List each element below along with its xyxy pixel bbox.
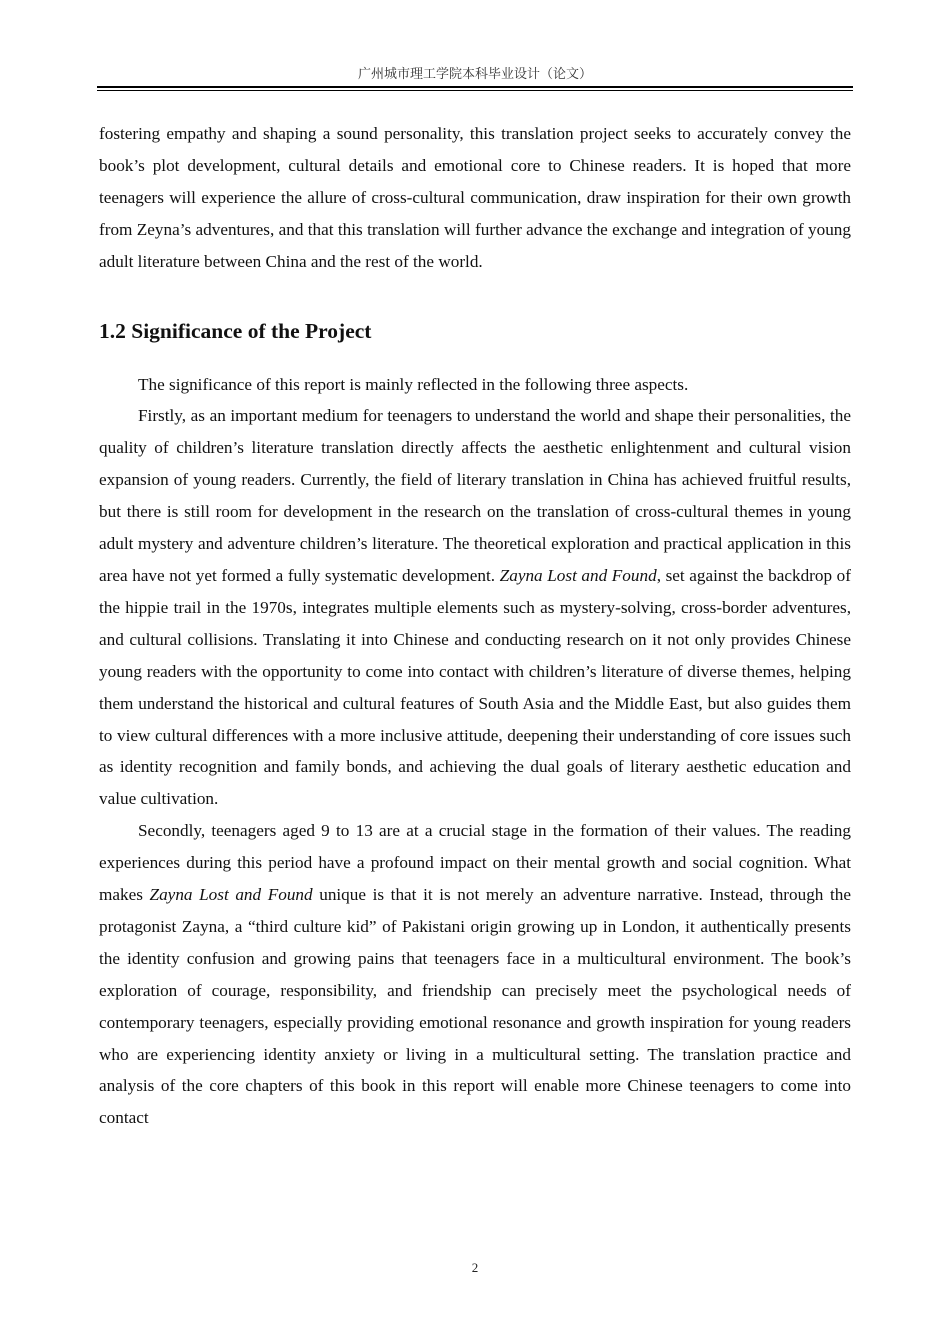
second-point-text-a: Secondly, teenagers aged 9 to 13 are at a crucial stage in the formation of their values. The reading experiences during this period have a profound impact on their mental growth and social cognition. What makes [99, 821, 851, 905]
second-point-paragraph [99, 815, 851, 1134]
first-point-paragraph [99, 400, 851, 815]
second-point-text-b: unique is that it is not merely an adventure narrative. Instead, through the protagonist Zayna, a “third culture kid” of Pakistani origin growing up in London, it authentically presents the identity confusion and growing pains that teenagers face in a multicultural environment. The book’s exploration of courage, responsibility, and friendship can precisely meet the psychological needs of contemporary teenagers, especially providing emotional resonance and growth inspiration for young readers who are experiencing identity anxiety or living in a multicultural setting. The translation practice and analysis of the core chapters of this book in this report will enable more Chinese teenagers to come into contact [99, 885, 851, 1128]
header-rule-thin [97, 90, 853, 91]
page-content [99, 118, 851, 1134]
header-rule [97, 86, 853, 88]
running-header: 广州城市理工学院本科毕业设计（论文） [357, 67, 592, 82]
book-title: Zayna Lost and Found [499, 565, 657, 585]
intro-paragraph: The significance of this report is mainly reflected in the following three aspects. [138, 374, 689, 394]
continued-paragraph: fostering empathy and shaping a sound personality, this translation project seeks to accurately convey the book’s plot development, cultural details and emotional core to Chinese readers. It is hoped that more teenagers will experience the allure of cross-cultural communication, draw inspiration for their own growth from Zeyna’s adventures, and that this translation will further advance the exchange and integration of young adult literature between China and the rest of the world. [99, 124, 851, 271]
section-heading: 1.2 Significance of the Project [99, 318, 372, 343]
first-point-text-b: , set against the backdrop of the hippie trail in the 1970s, integrates multiple elements such as mystery-solving, cross-border adventures, and cultural collisions. Translating it into Chinese and conducting research on it not only provides Chinese young readers with the opportunity to come into contact with children’s literature of diverse themes, helping them understand the historical and cultural features of South Asia and the Middle East, but also guides them to view cultural differences with a more inclusive attitude, deepening their understanding of core issues such as identity recognition and family bonds, and achieving the dual goals of literary aesthetic education and value cultivation. [99, 565, 851, 809]
book-title: Zayna Lost and Found [149, 885, 313, 905]
page-number: 2 [471, 1260, 479, 1275]
first-point-text-a: Firstly, as an important medium for teenagers to understand the world and shape their personalities, the quality of children’s literature translation directly affects the aesthetic enlightenment and cultural vision expansion of young readers. Currently, the field of literary translation in China has achieved fruitful results, but there is still room for development in the research on the translation of cross-cultural themes in young adult mystery and adventure children’s literature. The theoretical exploration and practical application in this area have not yet formed a fully systematic development. [99, 406, 851, 585]
